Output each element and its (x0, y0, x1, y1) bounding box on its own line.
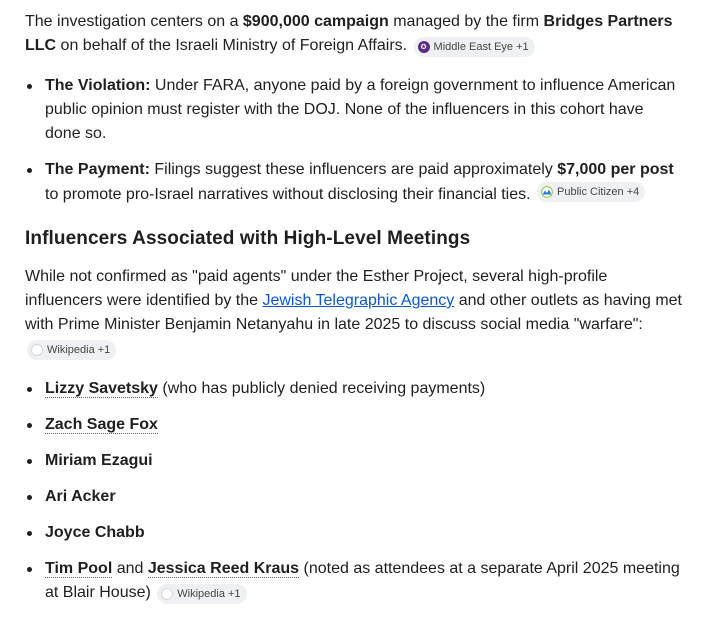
influencer-item (25, 413, 682, 437)
list-item-title: The Payment: (45, 161, 150, 178)
source-chip-wikipedia[interactable] (157, 584, 246, 604)
list-item-violation (25, 74, 682, 146)
influencer-item (25, 521, 682, 545)
intro-paragraph (25, 10, 682, 58)
intro-text-2: managed by the firm (388, 13, 544, 30)
influencer-conjunction: and (112, 560, 148, 577)
list-item-text: Filings suggest these influencers are paid approximately (149, 161, 558, 178)
meetings-paragraph (25, 265, 682, 361)
influencer-name-zach-sage-fox[interactable]: Zach Sage Fox (45, 416, 158, 433)
influencer-name-jessica-reed-kraus[interactable]: Jessica Reed Kraus (147, 560, 300, 577)
influencer-name-miriam-ezagui: Miriam Ezagui (45, 452, 153, 469)
influencers-list (25, 377, 682, 605)
influencer-item (25, 377, 682, 401)
jta-link[interactable]: Jewish Telegraphic Agency (262, 292, 455, 309)
firm-name: Bridges Partners LLC (25, 13, 673, 54)
influencer-name-tim-pool[interactable]: Tim Pool (45, 560, 113, 577)
influencer-note: (who has publicly denied receiving payments) (157, 380, 486, 397)
source-chip-label: Middle East Eye +1 (433, 41, 529, 53)
source-chip-public-citizen[interactable] (537, 182, 645, 202)
source-chip-wikipedia[interactable] (27, 340, 116, 360)
influencer-note: (noted as attendees at a separate April 2025 meeting at Blair House) (45, 560, 680, 601)
middle-east-eye-icon: ✪ (418, 41, 430, 53)
campaign-amount: $900,000 campaign (242, 13, 389, 30)
wikipedia-icon: W (161, 588, 173, 600)
public-citizen-icon (541, 186, 553, 198)
paragraph-text-2: and other outlets as having met with Prime Minister Benjamin Netanyahu in late 2025 to discuss social media "warfare": (25, 292, 682, 333)
influencer-name-lizzy-savetsky[interactable]: Lizzy Savetsky (45, 380, 158, 397)
intro-text-3: on behalf of the Israeli Ministry of Foreign Affairs. (56, 37, 412, 54)
source-chip-label: Public Citizen +4 (557, 186, 640, 198)
list-item-text: to promote pro-Israel narratives without disclosing their financial ties. (45, 186, 535, 203)
paragraph-text-1: While not confirmed as "paid agents" under the Esther Project, several high-profile influencers were identified by the (25, 268, 608, 309)
intro-text-1: The investigation centers on a (25, 13, 243, 30)
section-heading: Influencers Associated with High-Level Meetings (25, 228, 471, 249)
influencer-name-joyce-chabb: Joyce Chabb (45, 524, 145, 541)
influencer-name-ari-acker: Ari Acker (45, 488, 116, 505)
payment-amount: $7,000 per post (557, 161, 674, 178)
source-chip-label: Wikipedia +1 (177, 588, 241, 600)
influencer-item (25, 449, 682, 473)
list-item-payment (25, 158, 682, 207)
wikipedia-icon: W (31, 344, 43, 356)
key-points-list (25, 74, 682, 207)
list-item-title: The Violation: (45, 77, 151, 94)
influencer-item (25, 485, 682, 509)
list-item-text: Under FARA, anyone paid by a foreign government to influence American public opinion must register with the DOJ. None of the influencers in this cohort have done so. (45, 77, 676, 142)
influencer-item (25, 557, 682, 605)
source-chip-middle-east-eye[interactable] (414, 37, 535, 57)
source-chip-label: Wikipedia +1 (47, 344, 111, 356)
